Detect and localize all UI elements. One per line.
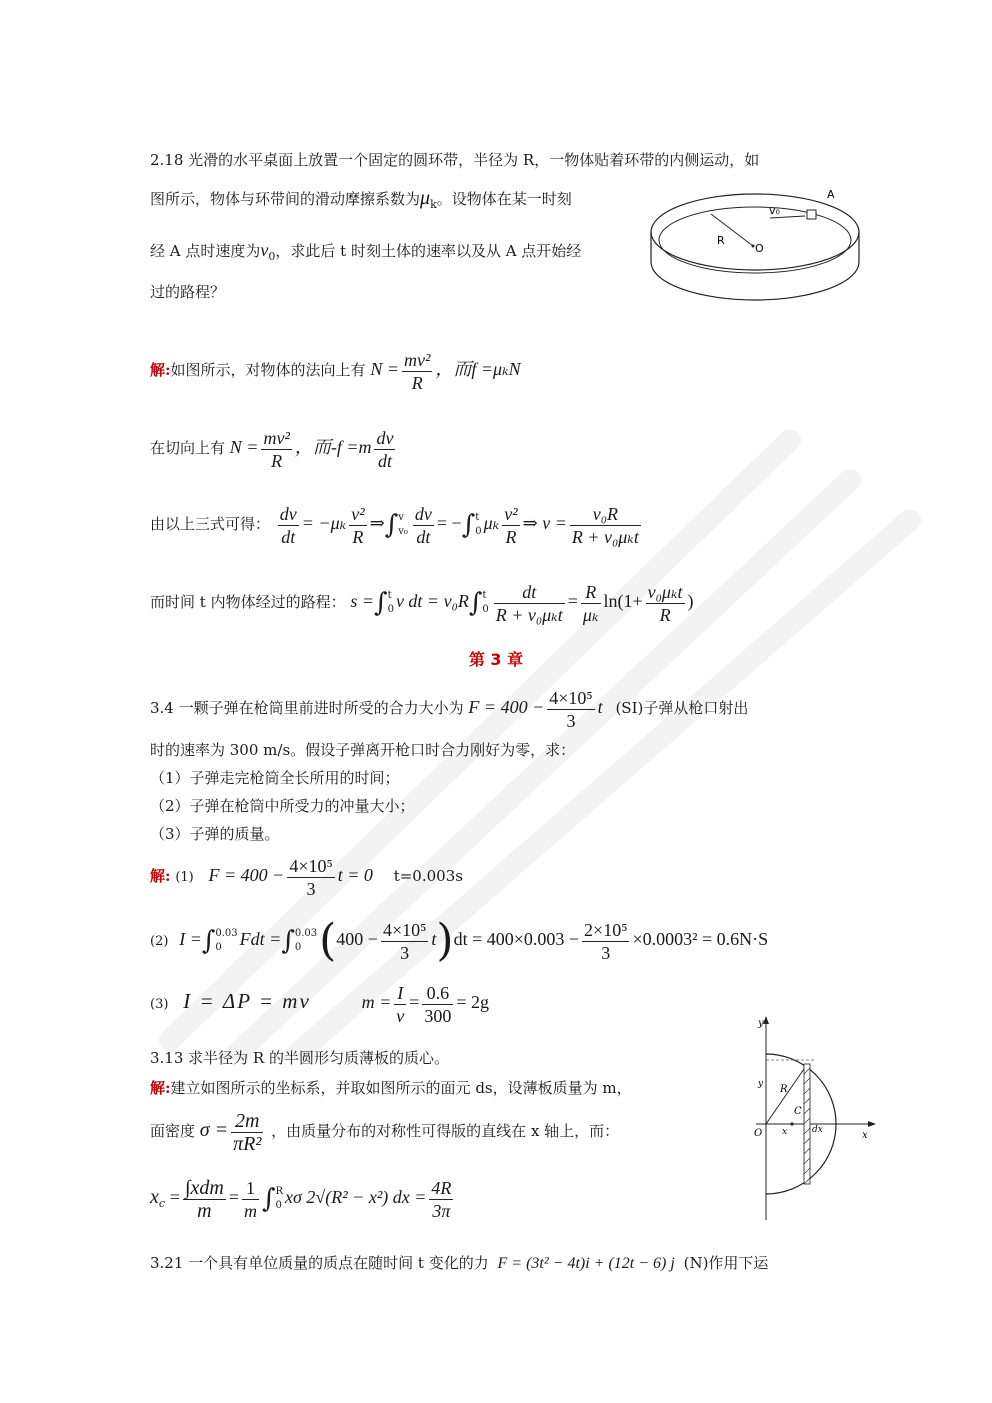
problem-3-4-q1: （1）子弹走完枪筒全长所用的时间； bbox=[150, 769, 400, 787]
semicircle-label-dx: dx bbox=[812, 1125, 823, 1135]
problem-2-18-line3: 经 A 点时速度为$v_0$，求此后 t 时刻土体的速率以及从 A 点开始经 bbox=[150, 240, 582, 263]
problem-3-13-line2: 面密度 σ = $\frac{2m}{\text{πR²}}$ ，由质量分布的对称性可得版的直线在 x 轴上，而： bbox=[150, 1109, 620, 1155]
semicircle-label-o: O bbox=[754, 1128, 763, 1139]
ring-label-v0: v₀ bbox=[769, 204, 780, 217]
chapter-title: 第 3 章 bbox=[468, 650, 524, 669]
semicircle-label-x: x bbox=[862, 1130, 868, 1141]
problem-3-4-line1: 3.4 一颗子弹在枪筒里前进时所受的合力大小为 F = 400 − $\frac{\text{4×10⁵}}{3}$ t (SI)子弹从枪口射出 bbox=[150, 687, 749, 731]
semicircle-label-r: R bbox=[780, 1084, 788, 1095]
ring-label-r: R bbox=[717, 234, 725, 247]
problem-2-18-line4: 过的路程？ bbox=[150, 283, 226, 301]
solution-2-18-line1: 解:如图所示，对物体的法向上有 N = $\frac{\text{mv²}}{R}$ ，而f =μₖN bbox=[150, 349, 521, 393]
problem-3-13-line1: 解:建立如图所示的坐标系，并取如图所示的面元 ds，设薄板质量为 m， bbox=[150, 1079, 632, 1097]
solution-2-18-line2: 在切向上有 N = $\frac{\text{mv²}}{R}$ ，而-f =m $\frac{dv}{dt}$ bbox=[150, 427, 394, 471]
solution-2-18-line3: 由以上三式可得： $\frac{dv}{dt}$ = −μₖ $\frac{\text{v²}}{R}$ ⇒∫ v v₀ $\frac{dv}{dt}$ = −∫ t 0 μₖ $\frac{\text{v²}}{R}$ ⇒ v = $\frac{\text{v₀R}}{\text{R + v₀μₖt}}$ bbox=[150, 503, 639, 547]
semicircle-figure bbox=[744, 1014, 878, 1226]
solution-3-4-part1: 解: (1) F = 400 − $\frac{\text{4×10⁵}}{3}$ t = 0 t=0.003s bbox=[150, 855, 463, 899]
problem-3-4-q2: （2）子弹在枪筒中所受力的冲量大小； bbox=[150, 797, 415, 815]
semicircle-label-y: y bbox=[758, 1018, 764, 1029]
problem-2-18-line1: 2.18 光滑的水平桌面上放置一个固定的圆环带，半径为 R，一物体贴着环带的内侧运动，如 bbox=[150, 151, 760, 169]
solution-3-4-part2: (2) I =∫ 0.03 0 Fdt =∫ 0.03 0 (400 − $\frac{\text{4×10⁵}}{3}$ t)dt = 400×0.003 − $\frac{\text{2×10⁵}}{3}$ ×0.0003² = 0.6N·S bbox=[150, 915, 769, 966]
semicircle-label-xs: x bbox=[782, 1127, 788, 1137]
ring-label-a: A bbox=[827, 188, 835, 201]
semicircle-label-c: C bbox=[794, 1106, 802, 1117]
ring-figure bbox=[645, 180, 865, 310]
problem-3-4-line2: 时的速率为 300 m/s。假设子弹离开枪口时合力刚好为零，求： bbox=[150, 741, 576, 759]
problem-3-13-title: 3.13 求半径为 R 的半圆形匀质薄板的质心。 bbox=[150, 1049, 449, 1067]
solution-3-4-part3: (3) I = ΔP = mv m = $\frac{I}{v}$ = $\frac{0.6}{300}$ = 2g bbox=[150, 982, 490, 1026]
problem-2-18-line2: 图所示，物体与环带间的滑动摩擦系数为$\mu_k$。设物体在某一时刻 bbox=[150, 187, 572, 211]
solution-2-18-line4: 而时间 t 内物体经过的路程： s =∫ t 0 v dt = v₀R∫ t 0 $\frac{dt}{\text{R + v₀μₖt}}$ = $\frac{R}{\text{μₖ}}$ ln(1+ $\frac{\text{v₀μₖt}}{R}$ ) bbox=[150, 581, 694, 625]
problem-3-4-q3: （3）子弹的质量。 bbox=[150, 825, 280, 843]
ring-label-o: O bbox=[755, 242, 764, 255]
problem-3-21-line1: 3.21 一个具有单位质量的质点在随时间 t 变化的力 F = (3t² − 4t)i + (12t − 6) j (N)作用下运 bbox=[150, 1254, 769, 1272]
semicircle-label-ys: y bbox=[758, 1079, 764, 1089]
problem-3-13-line3: $x_c$ = $\frac{\text{∫xdm}}{m}$ = $\frac{1}{m}$ ∫ R 0 xσ 2√(R² − x²) dx = $\frac{4R}{3\pi}$ bbox=[150, 1176, 452, 1222]
